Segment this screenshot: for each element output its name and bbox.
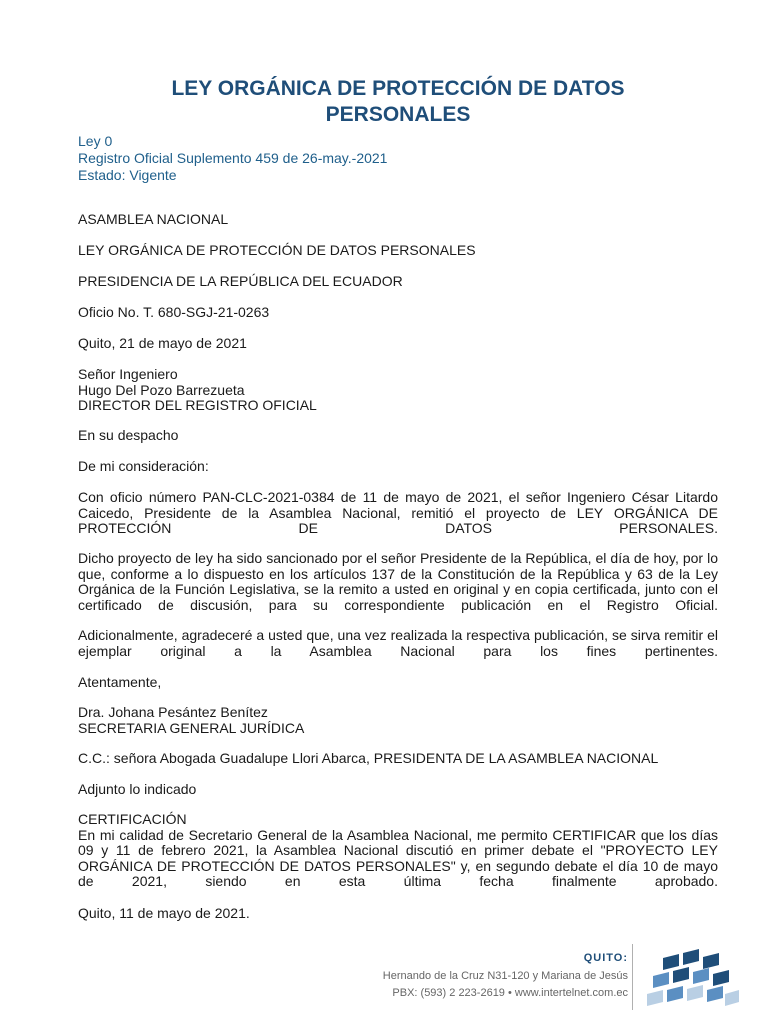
attachment-note: Adjunto lo indicado — [78, 781, 197, 797]
certification-body: En mi calidad de Secretario General de la Asamblea Nacional, me permito CERTIFICAR que los días 09 y 11 de febrero 2021, la Asamblea Nacional discutió en primer debate el "PROYECTO LEY ORGÁNICA DE PROTECCIÓN DE DATOS PERSONALES" y, en segundo debate el día 10 de mayo de 2021, siendo en esta última fecha finalmente aprobado. — [78, 826, 718, 889]
salutation: De mi consideración: — [78, 458, 209, 474]
presidency-heading: PRESIDENCIA DE LA REPÚBLICA DEL ECUADOR — [78, 273, 403, 289]
addressee-block — [78, 367, 718, 414]
paragraph-request: Adicionalmente, agradeceré a usted que, una vez realizada la respectiva publicación, se sirva remitir el ejemplar original a la Asamblea Nacional para los fines pertinentes. — [78, 627, 718, 659]
signer-block — [78, 705, 718, 736]
addressee-position: DIRECTOR DEL REGISTRO OFICIAL — [78, 397, 317, 413]
addressee-title: Señor Ingeniero — [78, 366, 178, 382]
footer-phone: PBX: (593) 2 223-2619 • www.intertelnet.com.ec — [392, 987, 628, 999]
signer-position: SECRETARIA GENERAL JURÍDICA — [78, 719, 305, 736]
letter-date: Quito, 21 de mayo de 2021 — [78, 335, 247, 351]
footer-city: QUITO: — [583, 952, 628, 964]
law-name: LEY ORGÁNICA DE PROTECCIÓN DE DATOS PERSONALES — [78, 242, 476, 258]
status-label: Estado: Vigente — [78, 167, 177, 183]
carbon-copy: C.C.: señora Abogada Guadalupe Llori Abarca, PRESIDENTA DE LA ASAMBLEA NACIONAL — [78, 750, 659, 766]
footer-divider — [632, 944, 633, 1010]
signer-name: Dra. Johana Pesántez Benítez — [78, 704, 268, 720]
law-number: Ley 0 — [78, 133, 113, 149]
title-line-1: LEY ORGÁNICA DE PROTECCIÓN DE DATOS — [171, 77, 625, 100]
document-meta — [78, 133, 387, 184]
office-number: Oficio No. T. 680-SGJ-21-0263 — [78, 304, 270, 320]
footer-address: Hernando de la Cruz N31-120 y Mariana de Jesús — [382, 970, 628, 982]
company-logo-icon — [645, 948, 740, 1008]
certification-title: CERTIFICACIÓN — [78, 811, 187, 827]
addressee-name: Hugo Del Pozo Barrezueta — [78, 381, 245, 398]
certification-date: Quito, 11 de mayo de 2021. — [78, 905, 250, 921]
paragraph-sanction: Dicho proyecto de ley ha sido sancionado por el señor Presidente de la República, el día de hoy, por lo que, conforme a lo dispuesto en los artículos 137 de la Constitución de la República y 63 de la Ley Orgánica de la Función Legislativa, se la remito a usted en original y en copia certificada, junto con el certificado de discusión, para su correspondiente publicación en el Registro Oficial. — [78, 550, 718, 613]
issuer-heading: ASAMBLEA NACIONAL — [78, 211, 229, 227]
title-line-2: PERSONALES — [325, 103, 471, 126]
page-footer — [0, 930, 768, 1024]
greeting-office: En su despacho — [78, 427, 179, 443]
document-title — [78, 76, 718, 128]
closing: Atentamente, — [78, 674, 162, 690]
paragraph-remission: Con oficio número PAN-CLC-2021-0384 de 11 de mayo de 2021, el señor Ingeniero César Litardo Caicedo, Presidente de la Asamblea Nacional, remitió el proyecto de LEY ORGÁNICA DE PROTECCIÓN DE DATOS PERSONALES. — [78, 489, 718, 536]
registry-info: Registro Oficial Suplemento 459 de 26-may.-2021 — [78, 150, 388, 166]
